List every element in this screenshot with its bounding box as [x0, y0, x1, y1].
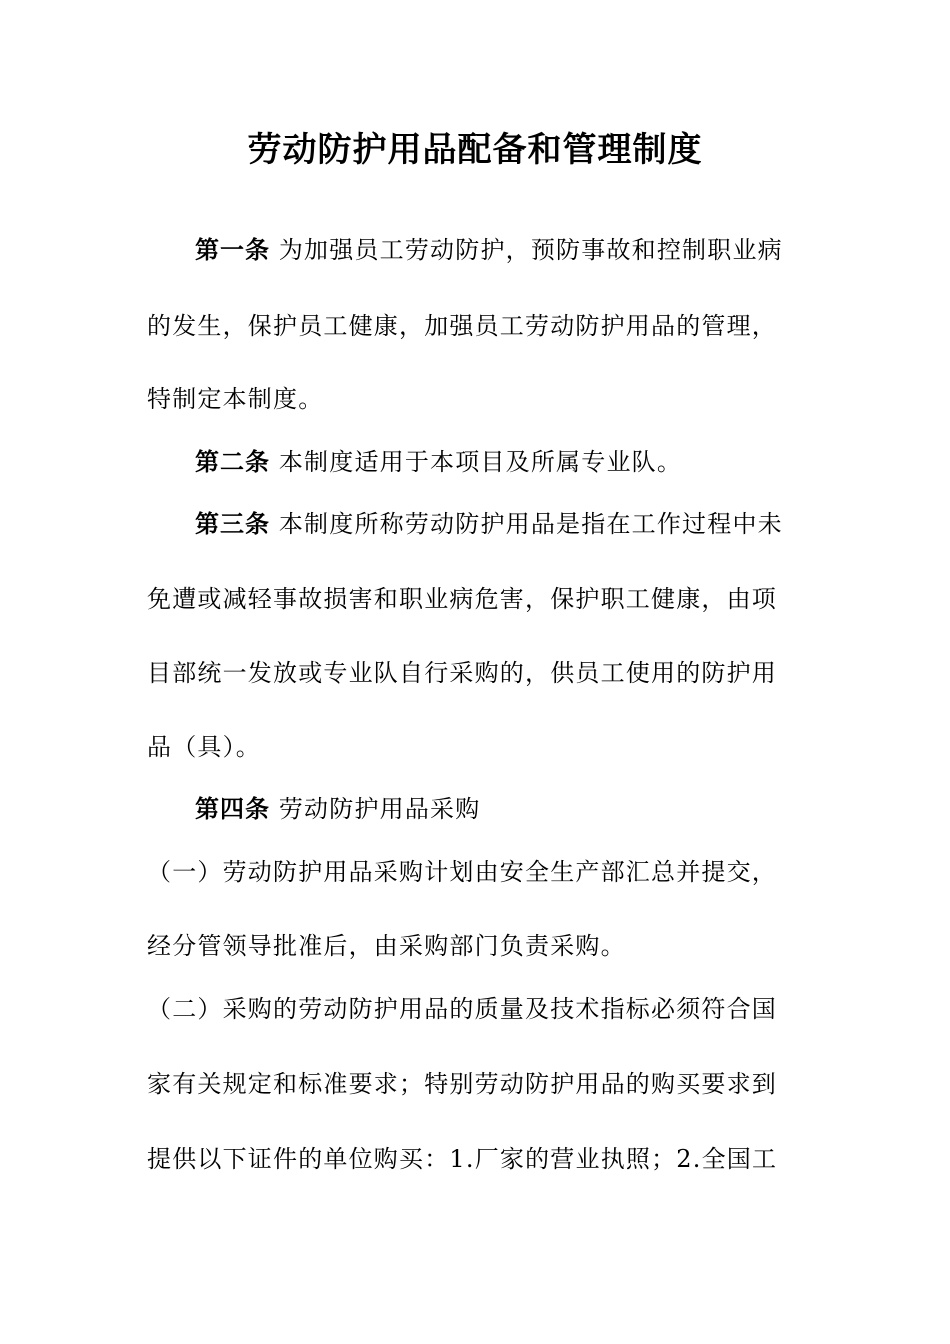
article-2-heading: 第二条	[195, 447, 270, 476]
article-2-line-1	[195, 445, 807, 479]
document-title: 劳动防护用品配备和管理制度	[247, 130, 703, 170]
article-4-item-1-line-1: （一）劳动防护用品采购计划由安全生产部汇总并提交，	[147, 858, 777, 886]
article-4-heading: 第四条	[195, 794, 270, 823]
article-4-line-1	[195, 792, 807, 826]
article-3-heading: 第三条	[195, 509, 270, 538]
article-3-line-3: 目部统一发放或专业队自行采购的，供员工使用的防护用	[147, 659, 777, 687]
article-4-item-1-line-2: 经分管领导批准后，由采购部门负责采购。	[147, 932, 626, 960]
article-4-item-2-line-3: 提供以下证件的单位购买：1.厂家的营业执照；2.全国工	[147, 1145, 778, 1173]
article-3-text-1: 本制度所称劳动防护用品是指在工作过程中未	[278, 510, 783, 538]
article-2-text-1: 本制度适用于本项目及所属专业队。	[278, 448, 683, 476]
article-1-line-2: 的发生，保护员工健康，加强员工劳动防护用品的管理，	[147, 312, 777, 340]
article-1-heading: 第一条	[195, 235, 270, 264]
article-4-item-2-line-1: （二）采购的劳动防护用品的质量及技术指标必须符合国	[147, 995, 777, 1023]
article-3-line-2: 免遭或减轻事故损害和职业病危害，保护职工健康，由项	[147, 585, 777, 613]
article-3-line-1	[195, 507, 807, 541]
article-1-line-1	[195, 233, 807, 267]
article-4-text-1: 劳动防护用品采购	[278, 795, 481, 823]
article-4-item-2-line-2: 家有关规定和标准要求；特别劳动防护用品的购买要求到	[147, 1070, 777, 1098]
article-1-line-3: 特制定本制度。	[147, 385, 324, 413]
article-3-line-4: 品（具）。	[147, 733, 261, 761]
article-1-text-1: 为加强员工劳动防护，预防事故和控制职业病	[278, 236, 783, 264]
